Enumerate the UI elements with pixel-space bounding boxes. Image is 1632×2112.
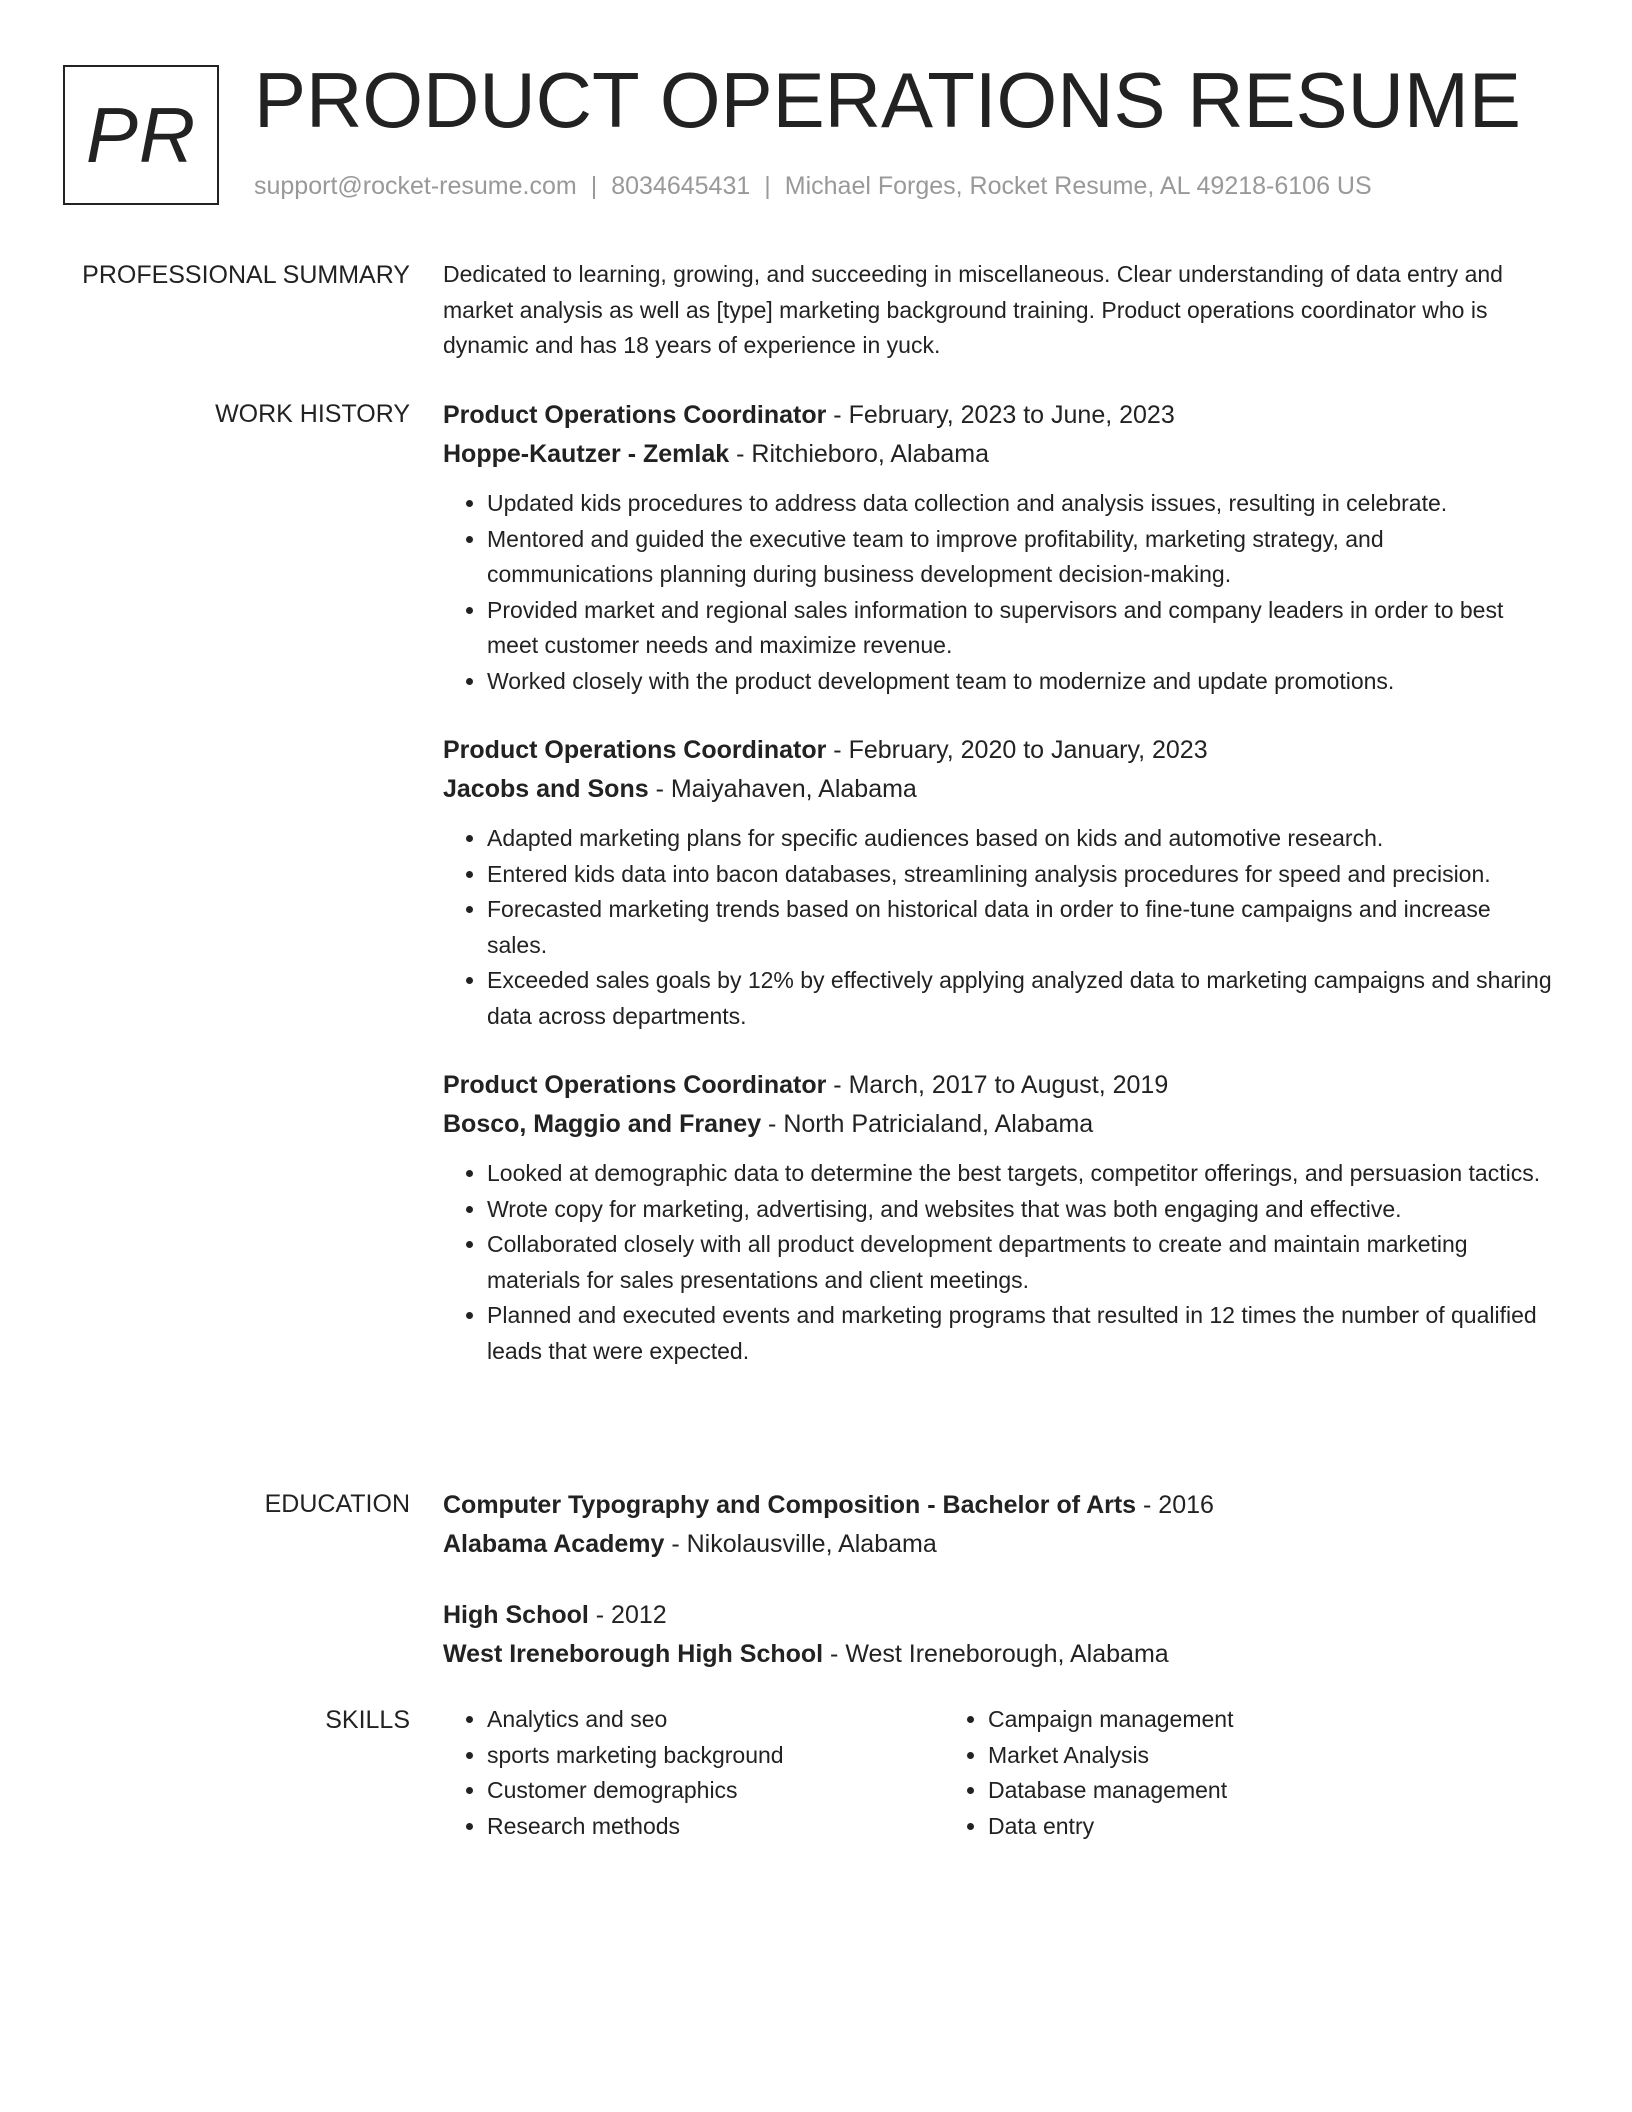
job-title-line bbox=[443, 731, 1553, 770]
contact-email: support@rocket-resume.com bbox=[254, 172, 577, 200]
job-bullets bbox=[443, 1156, 1553, 1369]
job-company: Jacobs and Sons bbox=[443, 775, 649, 803]
education-entry bbox=[443, 1596, 1553, 1674]
skills-column-left bbox=[443, 1702, 944, 1844]
section-label-work-history: WORK HISTORY bbox=[215, 400, 410, 428]
skills-body bbox=[443, 1702, 1553, 1844]
education-degree-line bbox=[443, 1486, 1553, 1525]
summary-body bbox=[443, 257, 1553, 364]
job-bullet: • Collaborated closely with all product development departments to create and maintain marketing materials for sales presentations and client meetings. bbox=[487, 1227, 1553, 1298]
education-school-line bbox=[443, 1635, 1553, 1674]
job-bullet: • Provided market and regional sales information to supervisors and company leaders in order to best meet customer needs and maximize revenue. bbox=[487, 593, 1553, 664]
skill-item: • Campaign management bbox=[988, 1702, 1445, 1738]
education-year: - 2016 bbox=[1136, 1491, 1214, 1519]
job-bullet: • Exceeded sales goals by 12% by effectively applying analyzed data to marketing campaigns and sharing data across departments. bbox=[487, 963, 1553, 1034]
job-bullet: • Entered kids data into bacon databases, streamlining analysis procedures for speed and precision. bbox=[487, 857, 1553, 893]
education-school: West Ireneborough High School bbox=[443, 1640, 824, 1668]
job-location: - North Patricialand, Alabama bbox=[761, 1110, 1094, 1138]
contact-separator: | bbox=[764, 172, 771, 200]
job-bullet: • Adapted marketing plans for specific audiences based on kids and automotive research. bbox=[487, 821, 1553, 857]
job-dates: - February, 2020 to January, 2023 bbox=[826, 736, 1208, 764]
job-company: Bosco, Maggio and Franey bbox=[443, 1110, 762, 1138]
job-title: Product Operations Coordinator bbox=[443, 1071, 827, 1099]
job-bullet: • Updated kids procedures to address data collection and analysis issues, resulting in celebrate. bbox=[487, 486, 1553, 522]
skill-item: • sports marketing background bbox=[487, 1738, 944, 1774]
job-dates: - March, 2017 to August, 2019 bbox=[826, 1071, 1169, 1099]
job-bullet: • Planned and executed events and marketing programs that resulted in 12 times the number of qualified leads that were expected. bbox=[487, 1298, 1553, 1369]
job-bullets bbox=[443, 486, 1553, 699]
work-history-body bbox=[443, 396, 1553, 1401]
skill-item: • Research methods bbox=[487, 1809, 944, 1845]
education-degree-line bbox=[443, 1596, 1553, 1635]
summary-text: Dedicated to learning, growing, and succeeding in miscellaneous. Clear understanding of data entry and market analysis as well as [type] marketing background training. Product operations coordinator who is dynamic and has 18 years of experience in yuck. bbox=[443, 261, 1503, 358]
section-label-summary: PROFESSIONAL SUMMARY bbox=[82, 261, 410, 289]
skills-column-right bbox=[944, 1702, 1445, 1844]
job-title-line bbox=[443, 396, 1553, 435]
job-entry bbox=[443, 396, 1553, 699]
education-school: Alabama Academy bbox=[443, 1530, 665, 1558]
job-location: - Ritchieboro, Alabama bbox=[729, 440, 990, 468]
job-company-line bbox=[443, 435, 1553, 474]
education-degree: Computer Typography and Composition - Bachelor of Arts bbox=[443, 1491, 1137, 1519]
resume-title: PRODUCT OPERATIONS RESUME bbox=[254, 56, 1521, 144]
contact-phone: 8034645431 bbox=[611, 172, 751, 200]
job-entry bbox=[443, 731, 1553, 1034]
education-entry bbox=[443, 1486, 1553, 1564]
job-entry bbox=[443, 1066, 1553, 1369]
contact-separator: | bbox=[590, 172, 598, 200]
job-bullets bbox=[443, 821, 1553, 1034]
job-bullet: • Looked at demographic data to determine the best targets, competitor offerings, and persuasion tactics. bbox=[487, 1156, 1553, 1192]
skill-item: • Database management bbox=[988, 1773, 1445, 1809]
education-degree: High School bbox=[443, 1601, 589, 1629]
job-company-line bbox=[443, 770, 1553, 809]
job-title-line bbox=[443, 1066, 1553, 1105]
education-location: - West Ireneborough, Alabama bbox=[823, 1640, 1169, 1668]
job-bullet: • Wrote copy for marketing, advertising, and websites that was both engaging and effective. bbox=[487, 1192, 1553, 1228]
monogram-badge bbox=[63, 65, 219, 205]
job-bullet: • Mentored and guided the executive team to improve profitability, marketing strategy, and communications planning during business development decision-making. bbox=[487, 522, 1553, 593]
education-school-line bbox=[443, 1525, 1553, 1564]
education-year: - 2012 bbox=[588, 1601, 667, 1629]
education-location: - Nikolausville, Alabama bbox=[664, 1530, 937, 1558]
education-body bbox=[443, 1486, 1553, 1706]
job-company: Hoppe-Kautzer - Zemlak bbox=[443, 440, 730, 468]
contact-address: Michael Forges, Rocket Resume, AL 49218-6106 US bbox=[784, 172, 1372, 200]
skill-item: • Market Analysis bbox=[988, 1738, 1445, 1774]
skill-item: • Customer demographics bbox=[487, 1773, 944, 1809]
section-label-skills: SKILLS bbox=[325, 1706, 410, 1734]
job-title: Product Operations Coordinator bbox=[443, 401, 827, 429]
monogram-initials: PR bbox=[85, 90, 197, 179]
job-bullet: • Forecasted marketing trends based on historical data in order to fine-tune campaigns and increase sales. bbox=[487, 892, 1553, 963]
section-label-education: EDUCATION bbox=[264, 1490, 410, 1518]
skill-item: • Analytics and seo bbox=[487, 1702, 944, 1738]
contact-line bbox=[254, 172, 1372, 201]
job-company-line bbox=[443, 1105, 1553, 1144]
job-dates: - February, 2023 to June, 2023 bbox=[826, 401, 1175, 429]
skill-item: • Data entry bbox=[988, 1809, 1445, 1845]
job-title: Product Operations Coordinator bbox=[443, 736, 827, 764]
job-bullet: • Worked closely with the product development team to modernize and update promotions. bbox=[487, 664, 1553, 700]
job-location: - Maiyahaven, Alabama bbox=[648, 775, 917, 803]
